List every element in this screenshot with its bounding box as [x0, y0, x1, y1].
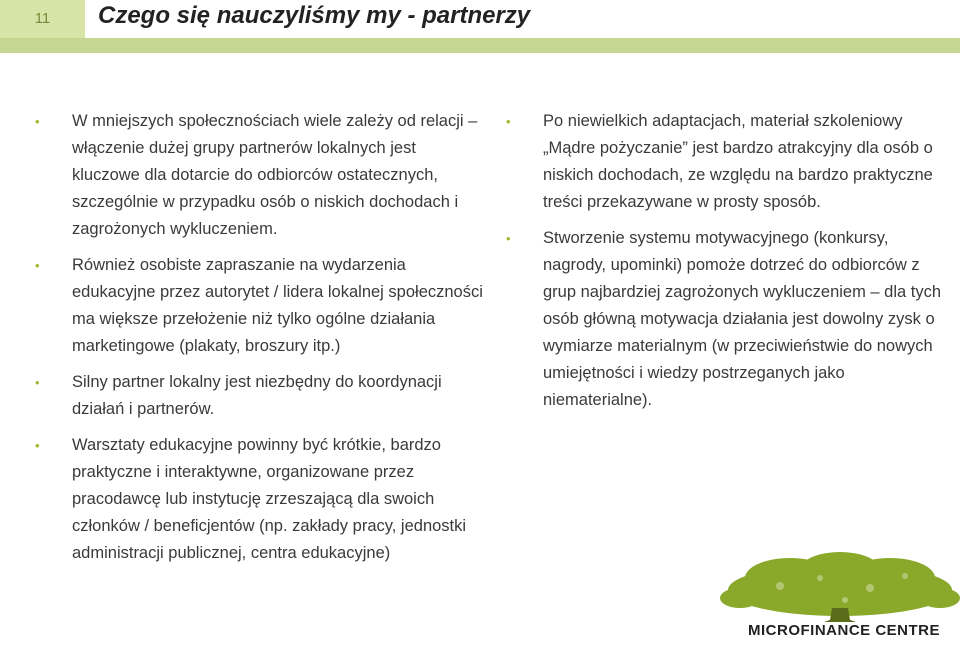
- bullet-icon: •: [35, 375, 40, 390]
- bullet-text: Silny partner lokalny jest niezbędny do koordynacji działań i partnerów.: [72, 373, 442, 418]
- slide-header: [0, 0, 960, 38]
- left-bullet-list: [35, 108, 485, 576]
- bullet-icon: •: [506, 114, 511, 129]
- bullet-item: [506, 108, 946, 216]
- bullet-item: [35, 108, 485, 243]
- bullet-text: Po niewielkich adaptacjach, materiał szkoleniowy „Mądre pożyczanie” jest bardzo atrakcyjny dla osób o niskich dochodach, ze względu na bardzo praktyczne treści przekazywane w prosty sposób.: [543, 112, 933, 211]
- bullet-icon: •: [506, 231, 511, 246]
- bullet-text: W mniejszych społecznościach wiele zależy od relacji – włączenie dużej grupy partnerów lokalnych jest kluczowe dla dotarcie do odbiorców ostatecznych, szczególnie w przypadku osób o niskich dochodach i zagrożonych wykluczeniem.: [72, 112, 478, 238]
- slide-number: 11: [0, 0, 85, 38]
- bullet-item: [35, 252, 485, 360]
- bullet-icon: •: [35, 114, 40, 129]
- bullet-icon: •: [35, 438, 40, 453]
- slide-title: Czego się nauczyliśmy my - partnerzy: [98, 2, 531, 29]
- bullet-item: [35, 369, 485, 423]
- bullet-text: Warsztaty edukacyjne powinny być krótkie, bardzo praktyczne i interaktywne, organizowane przez pracodawcę lub instytucję zrzeszającą dla swoich członków / beneficjentów (np. zakłady pracy, jednostki administracji publicznej, centra edukacyjne): [72, 436, 467, 562]
- right-bullet-list: [506, 108, 946, 423]
- bullet-item: [506, 225, 946, 414]
- accent-bar: [0, 38, 960, 53]
- bullet-text: Również osobiste zapraszanie na wydarzenia edukacyjne przez autorytet / lidera lokalnej społeczności ma większe przełożenie niż tylko ogólne działania marketingowe (plakaty, broszury itp.): [72, 256, 483, 355]
- bullet-item: [35, 432, 485, 567]
- bullet-icon: •: [35, 258, 40, 273]
- logo-text: MICROFINANCE CENTRE: [748, 622, 940, 639]
- bullet-text: Stworzenie systemu motywacyjnego (konkursy, nagrody, upominki) pomoże dotrzeć do odbiorców z grup najbardziej zagrożonych wykluczeniem – dla tych osób główną motywacja działania jest dowolny zysk o wymiarze materialnym (w przeciwieństwie do nowych umiejętności i wiedzy postrzeganych jako niematerialne).: [543, 229, 942, 409]
